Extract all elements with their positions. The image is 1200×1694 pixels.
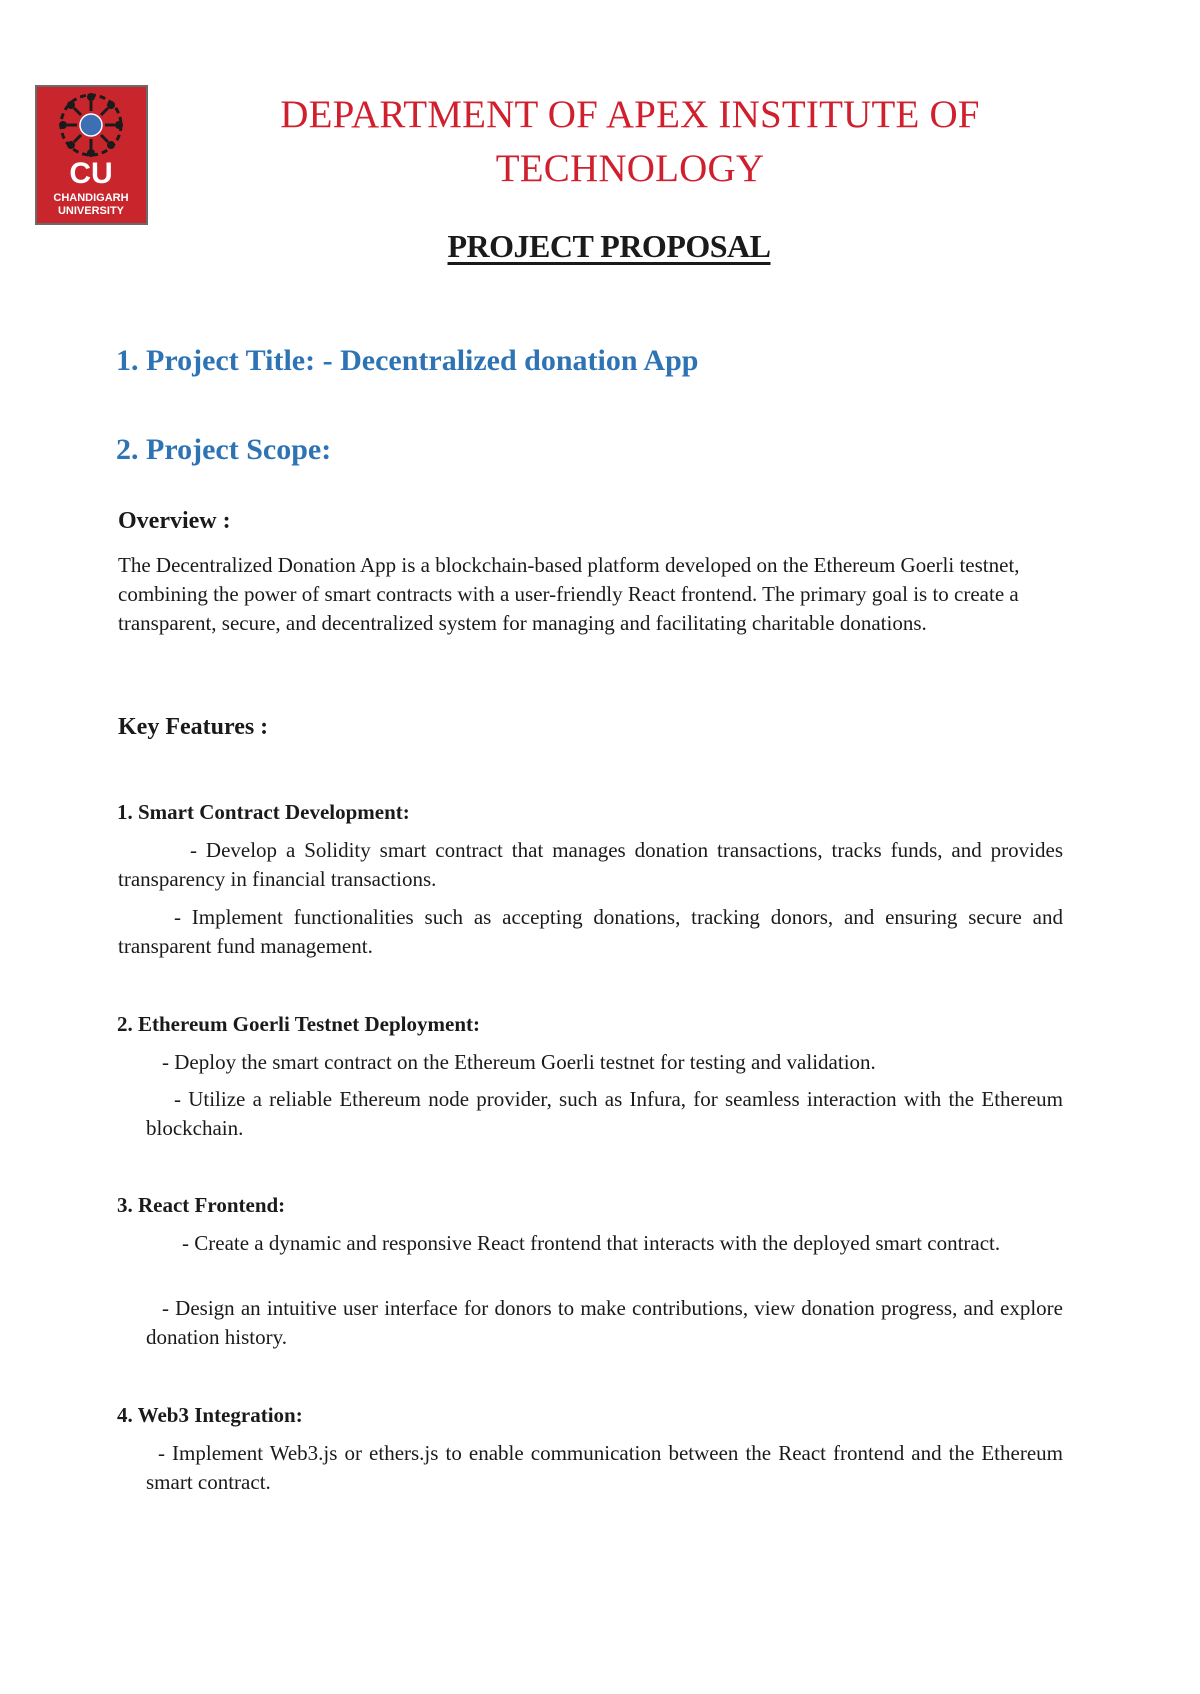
feature-title: 3. React Frontend: (117, 1193, 286, 1217)
logo-abbrev: CU (69, 157, 113, 190)
key-features-heading: Key Features : (118, 714, 269, 740)
feature-title: 2. Ethereum Goerli Testnet Deployment: (117, 1012, 480, 1036)
document-type-heading: PROJECT PROPOSAL (447, 228, 771, 264)
overview-heading: Overview : (118, 508, 231, 534)
feature-item: - Develop a Solidity smart contract that manages donation transactions, tracks funds, and provides transparency in financial transactions. (118, 838, 1063, 891)
feature-item: - Implement Web3.js or ethers.js to enable communication between the React frontend and the Ethereum smart contract. (146, 1441, 1063, 1494)
logo-university-line1: CHANDIGARH (53, 192, 129, 204)
logo-university-line2: UNIVERSITY (57, 205, 125, 217)
feature-title: 1. Smart Contract Development: (117, 800, 410, 824)
cu-emblem-icon (37, 87, 146, 223)
project-scope-heading: 2. Project Scope: (116, 433, 332, 466)
feature-item: - Create a dynamic and responsive React frontend that interacts with the deployed smart contract. (182, 1231, 1001, 1255)
feature-item: - Implement functionalities such as accepting donations, tracking donors, and ensuring secure and transparent fund management. (118, 905, 1063, 958)
feature-item: - Design an intuitive user interface for donors to make contributions, view donation progress, and explore donation history. (146, 1296, 1063, 1349)
department-title (180, 88, 1080, 196)
chandigarh-university-logo (35, 85, 148, 225)
department-title-line2: TECHNOLOGY (495, 147, 765, 190)
feature-item: - Utilize a reliable Ethereum node provider, such as Infura, for seamless interaction with the Ethereum blockchain. (146, 1087, 1063, 1140)
department-title-line1: DEPARTMENT OF APEX INSTITUTE OF (280, 93, 980, 136)
feature-item: - Deploy the smart contract on the Ethereum Goerli testnet for testing and validation. (162, 1050, 876, 1074)
overview-text: The Decentralized Donation App is a blockchain-based platform developed on the Ethereum Goerli testnet, combining the power of smart contracts with a user-friendly React frontend. The primary goal is to create a transparent, secure, and decentralized system for managing and facilitating charitable donations. (118, 553, 1020, 635)
project-title-heading: 1. Project Title: - Decentralized donation App (116, 344, 699, 377)
feature-title: 4. Web3 Integration: (117, 1403, 303, 1427)
